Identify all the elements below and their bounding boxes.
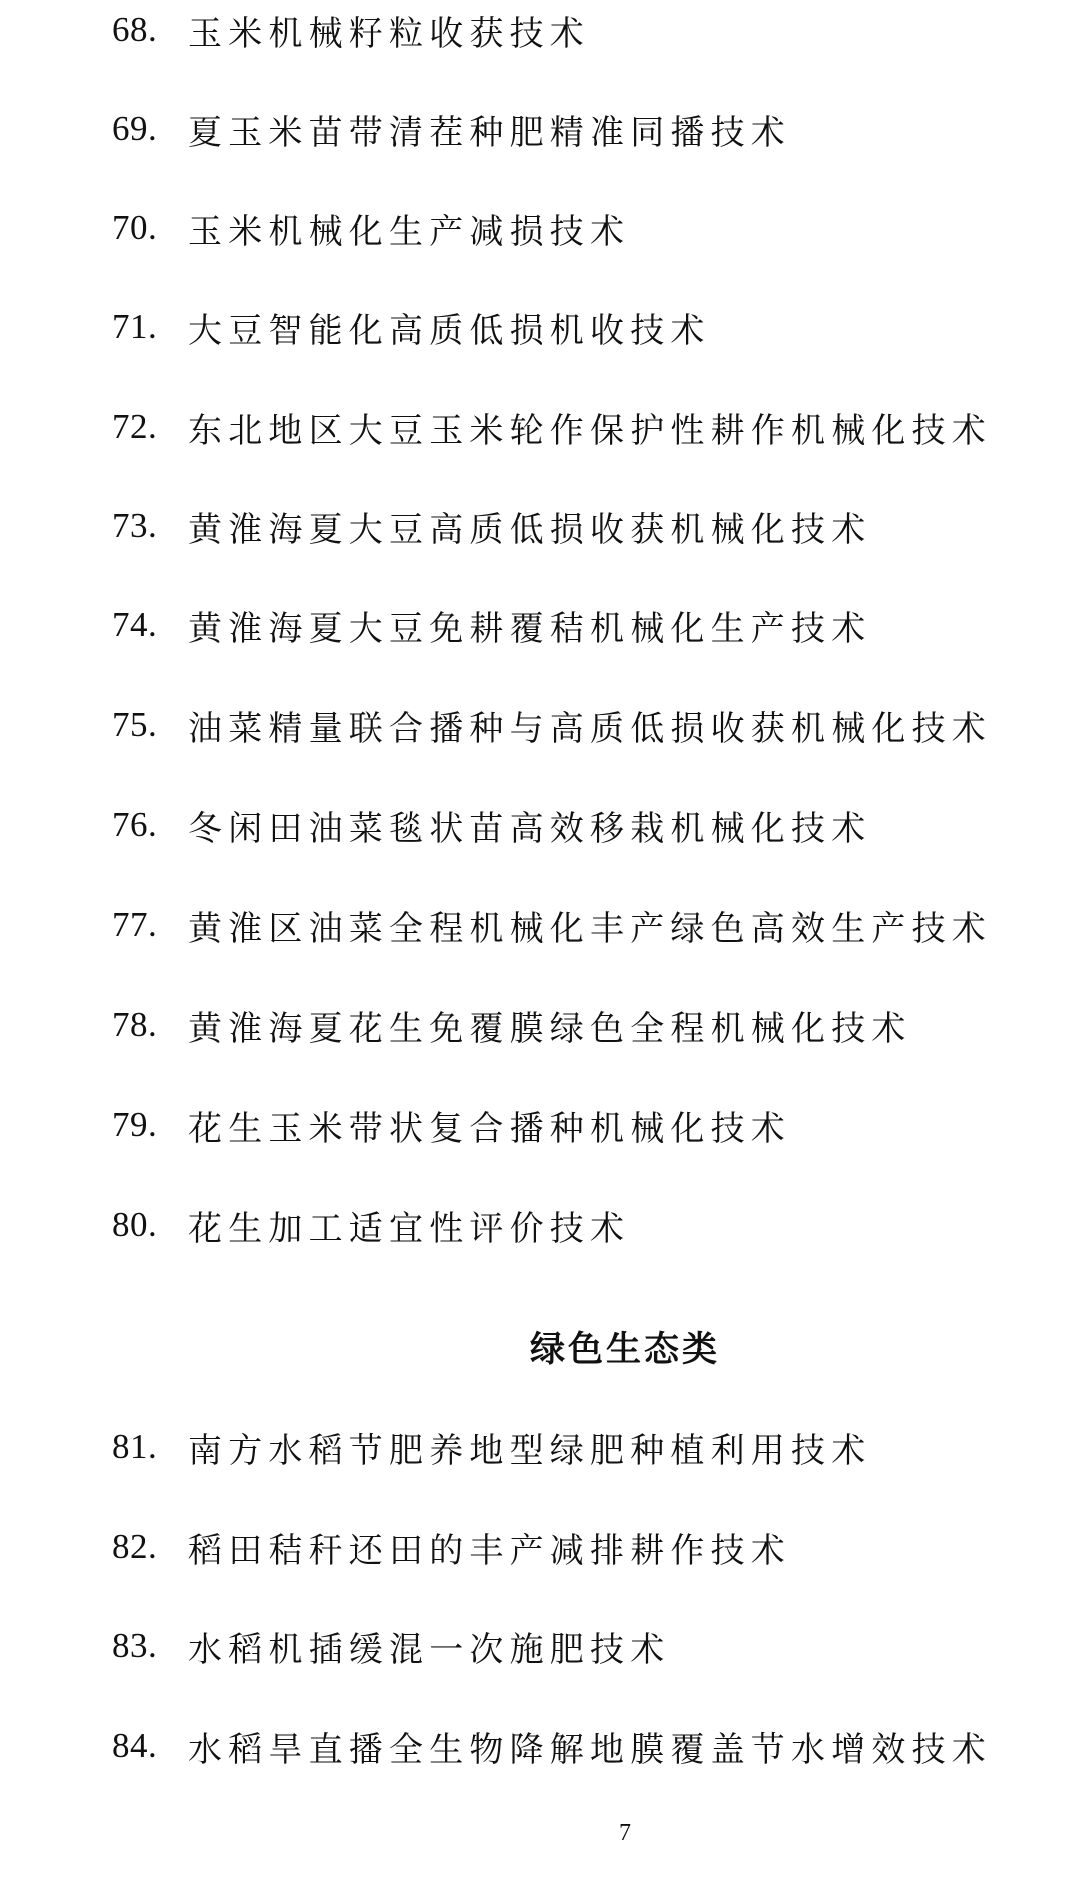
item-number: 73. [112, 506, 158, 545]
item-number: 75. [112, 705, 158, 744]
item-number: 78. [112, 1005, 158, 1044]
item-number: 80. [112, 1205, 158, 1244]
item-number: 76. [112, 805, 158, 844]
item-text: 大豆智能化高质低损机收技术 [188, 310, 711, 351]
item-text: 东北地区大豆玉米轮作保护性耕作机械化技术 [188, 410, 992, 451]
list-item [112, 1195, 630, 1255]
list-item [112, 1716, 992, 1776]
list-item [112, 0, 590, 60]
item-text: 黄淮海夏大豆免耕覆秸机械化生产技术 [188, 608, 872, 649]
item-number: 81. [112, 1427, 158, 1466]
list-item [112, 1095, 791, 1155]
list-item [112, 895, 992, 955]
item-text: 油菜精量联合播种与高质低损收获机械化技术 [188, 708, 992, 749]
item-text: 玉米机械化生产减损技术 [188, 211, 631, 252]
item-text: 稻田秸秆还田的丰产减排耕作技术 [188, 1530, 791, 1571]
item-number: 68. [112, 10, 158, 49]
item-text: 花生加工适宜性评价技术 [188, 1208, 631, 1249]
item-text: 黄淮海夏花生免覆膜绿色全程机械化技术 [188, 1008, 912, 1049]
page-number: 7 [619, 1820, 631, 1846]
item-text: 水稻机插缓混一次施肥技术 [188, 1629, 671, 1670]
item-text: 南方水稻节肥养地型绿肥种植利用技术 [188, 1430, 872, 1471]
list-item [112, 695, 992, 755]
item-number: 72. [112, 407, 158, 446]
list-item [112, 995, 912, 1055]
item-number: 71. [112, 307, 158, 346]
list-item [112, 397, 992, 457]
item-text: 黄淮区油菜全程机械化丰产绿色高效生产技术 [188, 908, 992, 949]
list-item [112, 297, 711, 357]
item-number: 83. [112, 1626, 158, 1665]
list-item [112, 1517, 791, 1577]
list-item [112, 198, 630, 258]
item-number: 82. [112, 1527, 158, 1566]
list-item [112, 1417, 871, 1477]
item-number: 69. [112, 109, 158, 148]
item-text: 水稻旱直播全生物降解地膜覆盖节水增效技术 [188, 1729, 992, 1770]
item-text: 冬闲田油菜毯状苗高效移栽机械化技术 [188, 808, 872, 849]
item-number: 74. [112, 605, 158, 644]
list-item [112, 99, 791, 159]
item-number: 77. [112, 905, 158, 944]
item-text: 夏玉米苗带清茬种肥精准同播技术 [188, 112, 791, 153]
item-text: 玉米机械籽粒收获技术 [188, 13, 590, 54]
item-number: 79. [112, 1105, 158, 1144]
item-text: 花生玉米带状复合播种机械化技术 [188, 1108, 791, 1149]
item-text: 黄淮海夏大豆高质低损收获机械化技术 [188, 509, 872, 550]
section-heading: 绿色生态类 [529, 1330, 720, 1370]
list-item [112, 795, 871, 855]
list-item [112, 496, 871, 556]
item-number: 70. [112, 208, 158, 247]
list-item [112, 1616, 670, 1676]
item-number: 84. [112, 1726, 158, 1765]
list-item [112, 595, 871, 655]
